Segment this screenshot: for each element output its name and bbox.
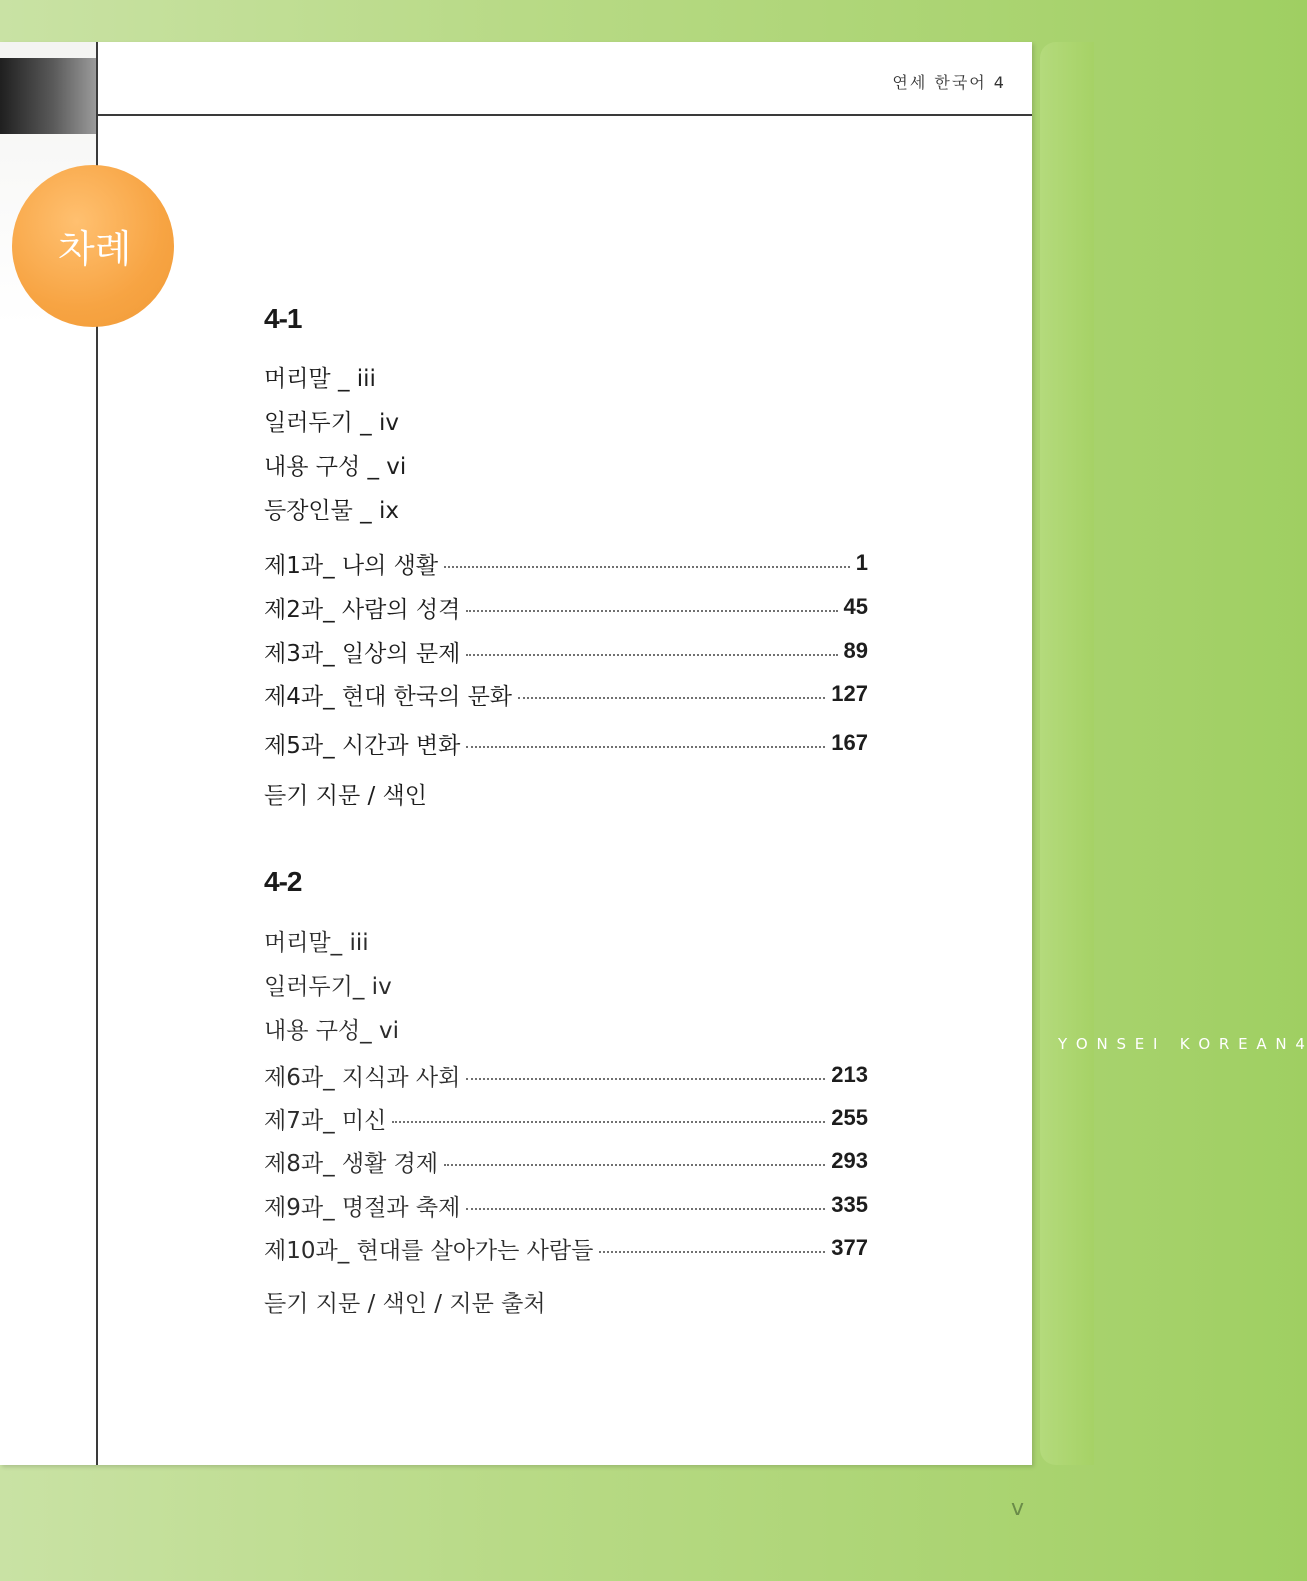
dot-leader — [466, 610, 837, 612]
page-number: v — [1011, 1496, 1025, 1521]
lesson-page-number: 127 — [831, 681, 868, 706]
lesson-page-number: 293 — [831, 1148, 868, 1173]
lesson-title: 제5과_ 시간과 변화 — [264, 732, 461, 759]
lesson-title: 제9과_ 명절과 축제 — [264, 1194, 461, 1221]
dot-leader — [444, 1164, 825, 1166]
lesson-page-number: 335 — [831, 1192, 868, 1217]
toc-front-item[interactable]: 등장인물 _ ix — [264, 497, 399, 524]
lesson-title: 제3과_ 일상의 문제 — [264, 640, 461, 667]
dot-leader — [466, 1078, 825, 1080]
lesson-title: 제7과_ 미신 — [264, 1107, 387, 1134]
dot-leader — [599, 1251, 825, 1253]
toc-back-matter[interactable]: 듣기 지문 / 색인 / 지문 출처 — [264, 1290, 546, 1317]
lesson-title: 제4과_ 현대 한국의 문화 — [264, 683, 513, 710]
lesson-title: 제2과_ 사람의 성격 — [264, 596, 461, 623]
toc-front-item[interactable]: 일러두기 _ iv — [264, 409, 399, 436]
lesson-page-number: 377 — [831, 1235, 868, 1260]
side-series-label: Y O N S E I K O R E A N 4 — [1058, 1035, 1307, 1053]
toc-lesson-entry[interactable] — [264, 1101, 868, 1135]
dot-leader — [466, 1208, 825, 1210]
dot-leader — [466, 746, 825, 748]
section-heading-4-1: 4-1 — [264, 303, 302, 334]
lesson-page-number: 45 — [843, 594, 868, 619]
toc-lesson-entry[interactable] — [264, 634, 868, 668]
toc-front-item[interactable]: 머리말_ iii — [264, 929, 369, 956]
lesson-page-number: 167 — [831, 730, 868, 755]
contents-badge-label: 차례 — [58, 227, 132, 271]
lesson-title: 제8과_ 생활 경제 — [264, 1150, 439, 1177]
lesson-page-number: 89 — [843, 638, 868, 663]
dot-leader — [444, 566, 850, 568]
lesson-title: 제10과_ 현대를 살아가는 사람들 — [264, 1237, 594, 1264]
lesson-title: 제6과_ 지식과 사회 — [264, 1064, 461, 1091]
dot-leader — [518, 697, 825, 699]
toc-lesson-entry[interactable] — [264, 546, 868, 580]
lesson-title: 제1과_ 나의 생활 — [264, 552, 439, 579]
lesson-page-number: 213 — [831, 1062, 868, 1087]
toc-front-item[interactable]: 내용 구성_ vi — [264, 1017, 399, 1044]
section-heading-4-2: 4-2 — [264, 866, 302, 897]
lesson-page-number: 255 — [831, 1105, 868, 1130]
toc-lesson-entry[interactable] — [264, 1231, 868, 1265]
toc-lesson-entry[interactable] — [264, 1188, 868, 1222]
dot-leader — [392, 1121, 825, 1123]
toc-front-item[interactable]: 머리말 _ iii — [264, 365, 376, 392]
toc-lesson-entry[interactable] — [264, 1144, 868, 1178]
toc-front-item[interactable]: 일러두기_ iv — [264, 973, 392, 1000]
toc-lesson-entry[interactable] — [264, 590, 868, 624]
dot-leader — [466, 654, 837, 656]
toc-back-matter[interactable]: 듣기 지문 / 색인 — [264, 782, 427, 809]
toc-front-item[interactable]: 내용 구성 _ vi — [264, 453, 407, 480]
toc-lesson-entry[interactable] — [264, 1058, 868, 1092]
header-rule — [96, 114, 1032, 116]
lesson-page-number: 1 — [855, 550, 868, 575]
running-header: 연세 한국어 4 — [892, 73, 1006, 92]
toc-lesson-entry[interactable] — [264, 677, 868, 711]
dark-corner-tab — [0, 58, 97, 134]
toc-lesson-entry[interactable] — [264, 726, 868, 760]
